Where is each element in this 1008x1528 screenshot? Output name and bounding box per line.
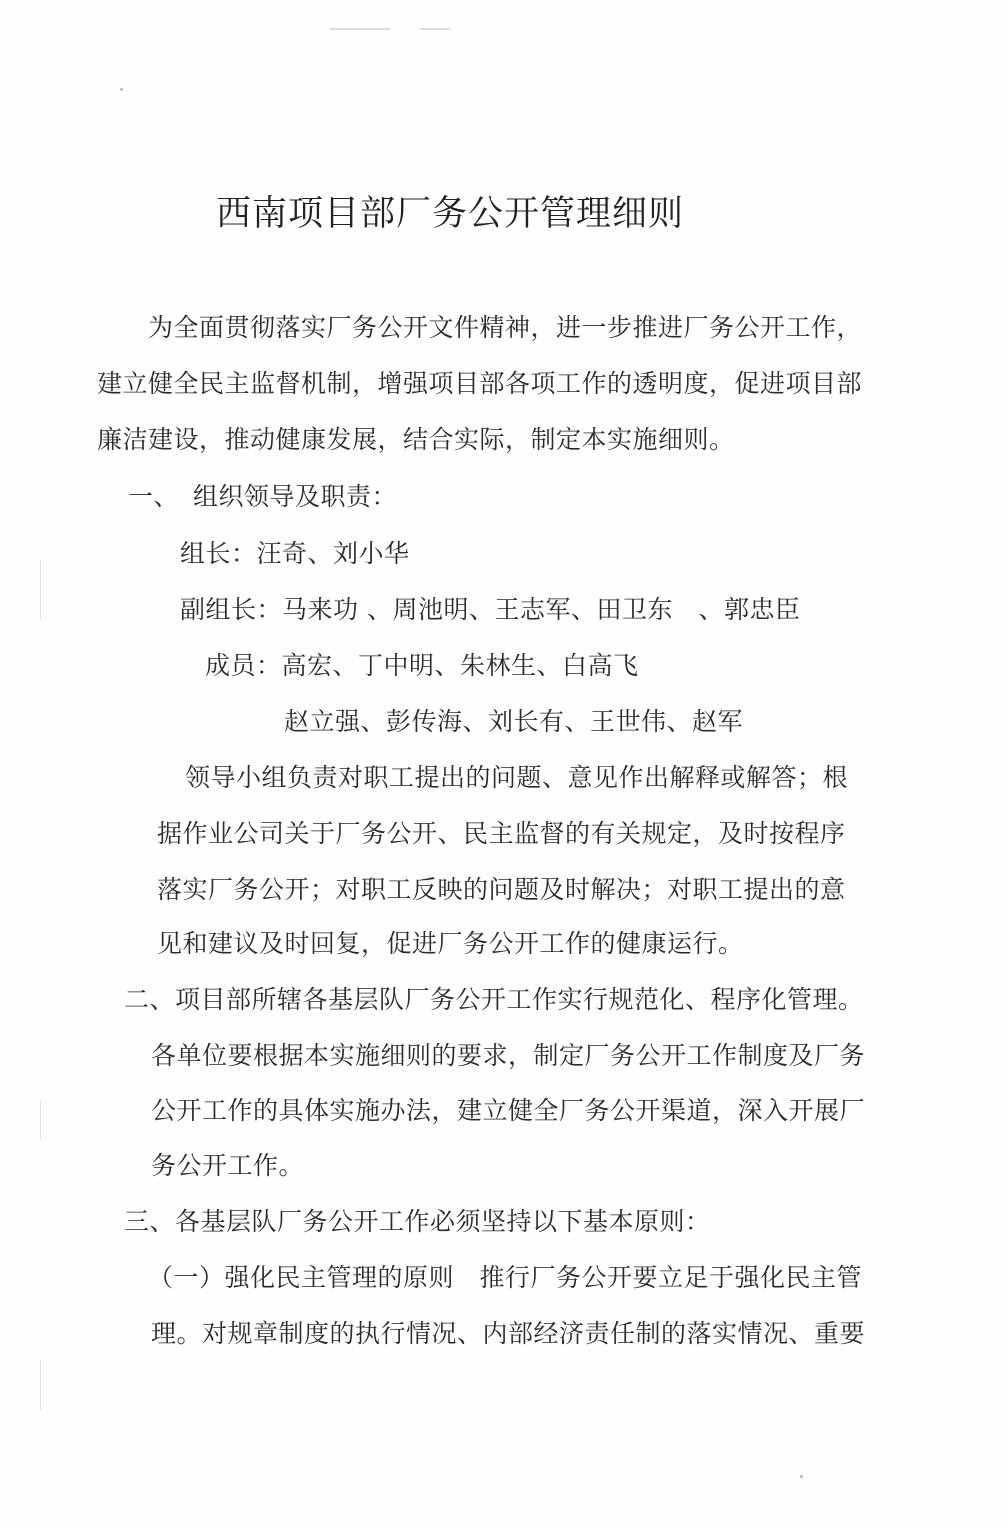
section2-line: 各单位要根据本实施细则的要求，制定厂务公开工作制度及厂务 xyxy=(151,1041,866,1070)
duty-line: 落实厂务公开；对职工反映的问题及时解决；对职工提出的意 xyxy=(157,875,846,904)
section3-item-line: （一）强化民主管理的原则 推行厂务公开要立足于强化民主管 xyxy=(148,1263,863,1292)
deputy-line: 副组长：马来功 、周池明、王志军、田卫东 、郭忠臣 xyxy=(180,595,801,624)
duty-line: 据作业公司关于厂务公开、民主监督的有关规定，及时按程序 xyxy=(157,819,846,848)
intro-line: 为全面贯彻落实厂务公开文件精神，进一步推进厂务公开工作， xyxy=(148,313,863,342)
section2-line: 公开工作的具体实施办法，建立健全厂务公开渠道，深入开展厂 xyxy=(151,1096,866,1125)
leader-line: 组长：汪奇、刘小华 xyxy=(180,539,410,568)
scan-edge xyxy=(40,560,41,620)
members-line: 成员：高宏、丁中明、朱林生、白高飞 xyxy=(205,651,639,680)
scan-speck xyxy=(120,88,123,91)
intro-line: 建立健全民主监督机制，增强项目部各项工作的透明度，促进项目部 xyxy=(97,369,863,398)
section3-item-line: 理。对规章制度的执行情况、内部经济责任制的落实情况、重要 xyxy=(151,1319,866,1348)
duty-line: 见和建议及时回复，促进厂务公开工作的健康运行。 xyxy=(157,929,744,958)
scan-speck xyxy=(800,1475,803,1478)
scan-edge xyxy=(40,1360,41,1410)
members-line: 赵立强、彭传海、刘长有、王世伟、赵军 xyxy=(284,707,744,736)
section2-line: 务公开工作。 xyxy=(151,1151,305,1180)
scan-edge xyxy=(40,1100,41,1140)
section2-line: 二、项目部所辖各基层队厂务公开工作实行规范化、程序化管理。 xyxy=(124,985,864,1014)
section1-heading: 组织领导及职责： xyxy=(193,482,398,511)
scan-mark xyxy=(330,28,390,30)
section3-heading: 三、各基层队厂务公开工作必须坚持以下基本原则： xyxy=(124,1207,711,1236)
intro-line: 廉洁建设，推动健康发展，结合实际，制定本实施细则。 xyxy=(97,425,735,454)
scan-mark xyxy=(420,28,450,30)
page-title: 西南项目部厂务公开管理细则 xyxy=(216,194,685,234)
section1-number: 一、 xyxy=(128,482,180,511)
duty-line: 领导小组负责对职工提出的问题、意见作出解释或解答；根 xyxy=(185,763,849,792)
